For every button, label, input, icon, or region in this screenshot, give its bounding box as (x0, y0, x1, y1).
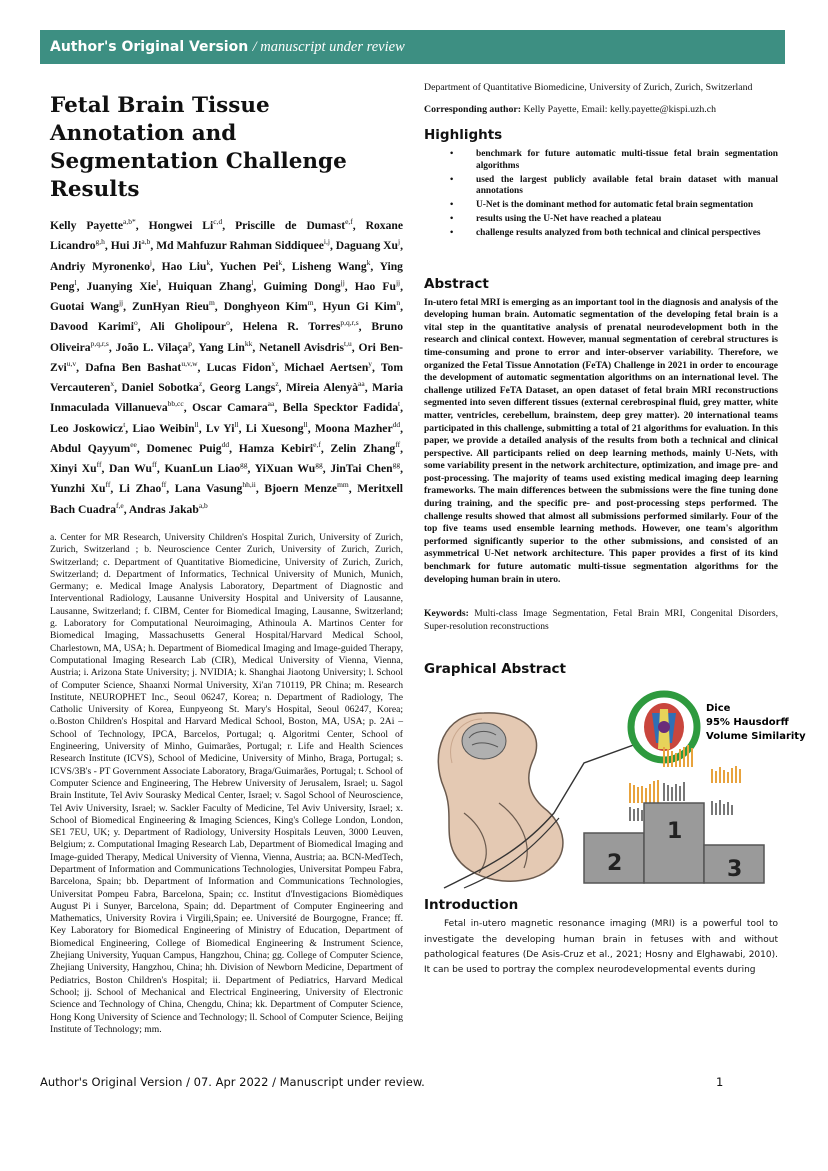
highlight-item: • used the largest publicly available fetal brain dataset with manual annotations (450, 174, 778, 197)
paper-title: Fetal Brain Tissue Annotation and Segmentation Challenge Results (50, 93, 347, 202)
highlights-heading: Highlights (424, 127, 503, 143)
left-column (50, 92, 403, 1036)
corresponding-author (424, 104, 778, 117)
metric-label-1: 95% Hausdorff (706, 717, 789, 729)
affiliations: a. Center for MR Research, University Children's Hospital Zurich, University of Zurich, Zurich, Switzerland ; b. Neuroscience Center Zurich, University of Zurich, Zurich, Switzerland; c. Department of Quantitative Biomedicine, University of Zurich, Zurich, Switzerland; d. Department of Informatics, Technical University of Munich, Munich, Germany; e. Medical Image Analysis Laboratory, Department of Diagnostic and Interventional Radiology, Lausanne University Hospital and University of Lausanne, Lausanne, Switzerland; f. CIBM, Center for Biomedical Imaging, Lausanne, Switzerland; g. Laboratory for Computational Neuroimaging, Athinoula A. Martinos Center for Biomedical Imaging, Massachusetts General Hospital/Harvard Medical School, Charlestown, MA, USA; h. Department of Biomedical Imaging and Image-guided Therapy, Computational Imaging Research Lab (CIR), Medical University of Vienna, Vienna, Austria; i. Arizona State University; j. NVIDIA; k. Shanghai Jiaotong University; l. School of Computer Science, Shaanxi Normal University, Xi'an 710119, PR China; m. Research Institute, NEUROPHET Inc., Seoul 06247, Korea; n. Department of Radiology, The Catholic University of Korea, Eunpyeong St. Mary's Hospital, Seoul 06247, Korea; o.Boston Children's Hospital and Harvard Medical School, Boston, MA, USA; p. 2Ai – School of Technology, IPCA, Barcelos, Portugal; q. Algoritmi Center, School of Engineering, University of Minho, Guimarães, Portugal; r. Life and Health Sciences Research Institute (ICVS), School of Medicine, University of Minho, Braga, Portugal; s. ICVS/3B's - PT Government Associate Laboratory, Braga/Guimarães, Portugal; t. School of Computer Science and Engineering, The Hebrew University of Jerusalem, Israel; u. Sagol Brain Institute, Tel Aviv Sourasky Medical Center, Israel; v. Sagol School of Neuroscience, Tel Aviv University, Israel; w. Sackler Faculty of Medicine, Tel Aviv University, Israel; x. School of Biomedical Engineering & Imaging Sciences, King's College London, London, SE1 7EU, UK; y. Department of Radiology, University Hospitals Leuven, 3000 Leuven, Belgium; z. Computational Imaging Research Lab, Department of Biomedical Imaging and Image-guided Therapy, Medical University of Vienna, Vienna, Austria; aa. BCN-MedTech, Department of Information and Communications Technologies, Universitat Pompeu Fabra, Barcelona, Spain; bb. Department of Information and Communications Technologies, Universitat Pompeu Fabra, Barcelona, Spain; cc. Institut d'Investigacions Biomèdiques August Pi i Sunyer, Barcelona, Spain; dd. Department of Computer Engineering and Mathematics, University Rovira i Virgili,Spain; ee. Université de Bourgogne, France; ff. Key Laboratory for Biomedical Engineering of Ministry of Education, Department of Biomedical Engineering, College of Biomedical Engineering & Instrument Science, Zhejiang University, Yuquan Campus, Hangzhou, China; gg. College of Computer Science, Zhejiang University, Hangzhou, China; hh. Division of Newborn Medicine, Department of Pediatrics, Boston Children's Hospital; ii. Department of Pediatrics, Harvard Medical School; jj. School of Mechanical and Electrical Engineering, University of Electronic Science and Technology of China, Chengdu, China; kk. Department of Computer Science, Hong Kong University of Science and Technology; ll. School of Computer Science, Beijing Institute of Technology; mm. (50, 531, 403, 1035)
abstract-heading: Abstract (424, 275, 489, 292)
header-banner (40, 30, 785, 64)
keywords-label: Keywords: (424, 608, 469, 620)
highlight-item: • results using the U-Net have reached a plateau (450, 213, 662, 224)
graphical-abstract-figure (424, 683, 806, 893)
graphical-abstract-heading: Graphical Abstract (424, 661, 567, 678)
keywords (424, 608, 778, 633)
podium (584, 803, 764, 883)
podium-rank-1: 1 (667, 819, 683, 845)
introduction-text: Fetal in-utero magnetic resonance imaging (MRI) is a powerful tool to investigate the developing human brain in fetuses with and without pathological features (De Asis-Cruz et al., 2021; Hosny and Elghawabi, 2010). It can be used to portray the complex neurodevelopmental events during (424, 919, 778, 976)
page-number: 1 (716, 1075, 724, 1089)
introduction-heading: Introduction (424, 897, 519, 914)
highlight-item: • challenge results analyzed from both technical and clinical perspectives (450, 227, 761, 238)
right-column (424, 82, 806, 978)
corresponding-text: Kelly Payette, Email: kelly.payette@kispi.uzh.ch (523, 103, 717, 115)
page-footer (40, 1075, 730, 1089)
podium-rank-3: 3 (727, 857, 743, 883)
highlights-list (424, 149, 778, 240)
footer-details: / 07. Apr 2022 / Manuscript under review. (186, 1075, 425, 1089)
highlight-item: • U-Net is the dominant method for automatic fetal brain segmentation (450, 200, 754, 211)
banner-version: Author's Original Version (50, 39, 249, 55)
highlight-item: • benchmark for future automatic multi-tissue fetal brain segmentation algorithms (450, 149, 778, 171)
banner-status: / manuscript under review (252, 39, 405, 55)
corresponding-label: Corresponding author: (424, 103, 521, 115)
metric-label-2: Volume Similarity (706, 731, 806, 743)
affiliation-continued: Department of Quantitative Biomedicine, University of Zurich, Zurich, Switzerland (424, 82, 753, 93)
author-list: Kelly Payette$^{a,b*}$, Hongwei Li$^{c,d}$, Priscille de Dumast$^{e,f}$, Roxane Licandro$^{g,h}$, Hui Ji$^{a,b}$, Md Mahfuzur Rahman Siddiquee$^{i,j}$, Daguang Xu$^j$, Andriy Myronenko$^j$, Hao Liu$^k$, Yuchen Pei$^k$, Lisheng Wang$^k$, Ying Peng$^l$, Juanying Xie$^l$, Huiquan Zhang$^l$, Guiming Dong$^{jj}$, Hao $Fu^{jj}$, Guotai Wang$^{jj}$, ZunHyan Rieu$^m$, Donghyeon Kim$^m$, Hyun Gi Kim$^n$, Davood Karimi$^o$, Ali Gholipour$^o$, Helena R. Torres$^{p,q,r,s}$, Bruno Oliveira$^{p,q,r,s}$, João L. Vilaça$^p$, Yang Lin$^{kk}$, Netanell Avisdris$^{t,u}$, Ori Ben-Zvi$^{u,v}$, Dafna Ben Bashat$^{u,v,w}$, Lucas Fidon$^x$, Michael Aertsen$^y$, Tom Vercauteren$^x$, Daniel Sobotka$^z$, Georg Langs$^z$, Mireia Alenyà$^{aa}$, Maria Inmaculada Villanueva$^{bb,cc}$, Oscar Camara$^{aa}$, Bella Specktor Fadida$^t$, Leo Joskowicz$^t$, Liao Weibin$^{ll}$, Lv $Yi^{ll}$, Li Xuesong$^{ll}$, Moona Mazher$^{dd}$, Abdul Qayyum$^{ee}$, Domenec Puig$^{dd}$, Hamza Kebiri$^{e,f}$, Zelin Zhang$^{ff}$, Xinyi $Xu^{ff}$, Dan $Wu^{ff}$, KuanLun Liao$^{gg}$, YiXuan $Wu^{gg}$, JinTai Chen$^{gg}$, Yunzhi $Xu^{ff}$, Li Zhao$^{ff}$, Lana Vasung$^{hh,ii}$, Bjoern Menze$^{mm}$, Meritxell Bach Cuadra$^{f,e}$, Andras Jakab$^{a,b}$ (50, 217, 404, 516)
metric-label-0: Dice (706, 703, 731, 715)
footer-version: Author's Original Version (40, 1075, 183, 1089)
abstract-text: In-utero fetal MRI is emerging as an important tool in the diagnosis and analysis of the developing human brain. Automatic segmentation of the developing fetal brain is a vital step in the quantitative analysis of prenatal neurodevelopment both in the research and clinical context. However, manual segmentation of cerebral structures is time-consuming and prone to error and inter-observer variability. Therefore, we organized the Fetal Tissue Annotation (FeTA) Challenge in 2021 in order to encourage the development of automatic segmentation algorithms on an international level. The challenge utilized FeTA Dataset, an open dataset of fetal brain MRI reconstructions segmented into seven different tissues (external cerebrospinal fluid, grey matter, white matter, ventricles, cerebellum, brainstem, deep grey matter). 20 international teams participated in this challenge, submitting a total of 21 algorithms for evaluation. In this paper, we provide a detailed analysis of the results from both a technical and clinical perspective. All participants relied on deep learning methods, mainly U-Nets, with some variability present in the network architecture, optimization, and image pre- and post-processing. The majority of teams used existing medical imaging deep learning frameworks. The main differences between the submissions were the fine tuning done during training, and the specific pre- and post-processing steps performed. The challenge results showed that almost all submissions performed similarly. Four of the top five teams used ensemble learning methods. However, one team's algorithm performed significantly superior to the other submissions, and consisted of an asymmetrical U-Net network architecture. This paper provides a first of its kind benchmark for future automatic multi-tissue segmentation algorithms for the developing human brain in utero. (424, 296, 778, 585)
podium-rank-2: 2 (607, 851, 623, 877)
keywords-text: Multi-class Image Segmentation, Fetal Brain MRI, Congenital Disorders, Super-resolution reconstructions (424, 608, 778, 632)
